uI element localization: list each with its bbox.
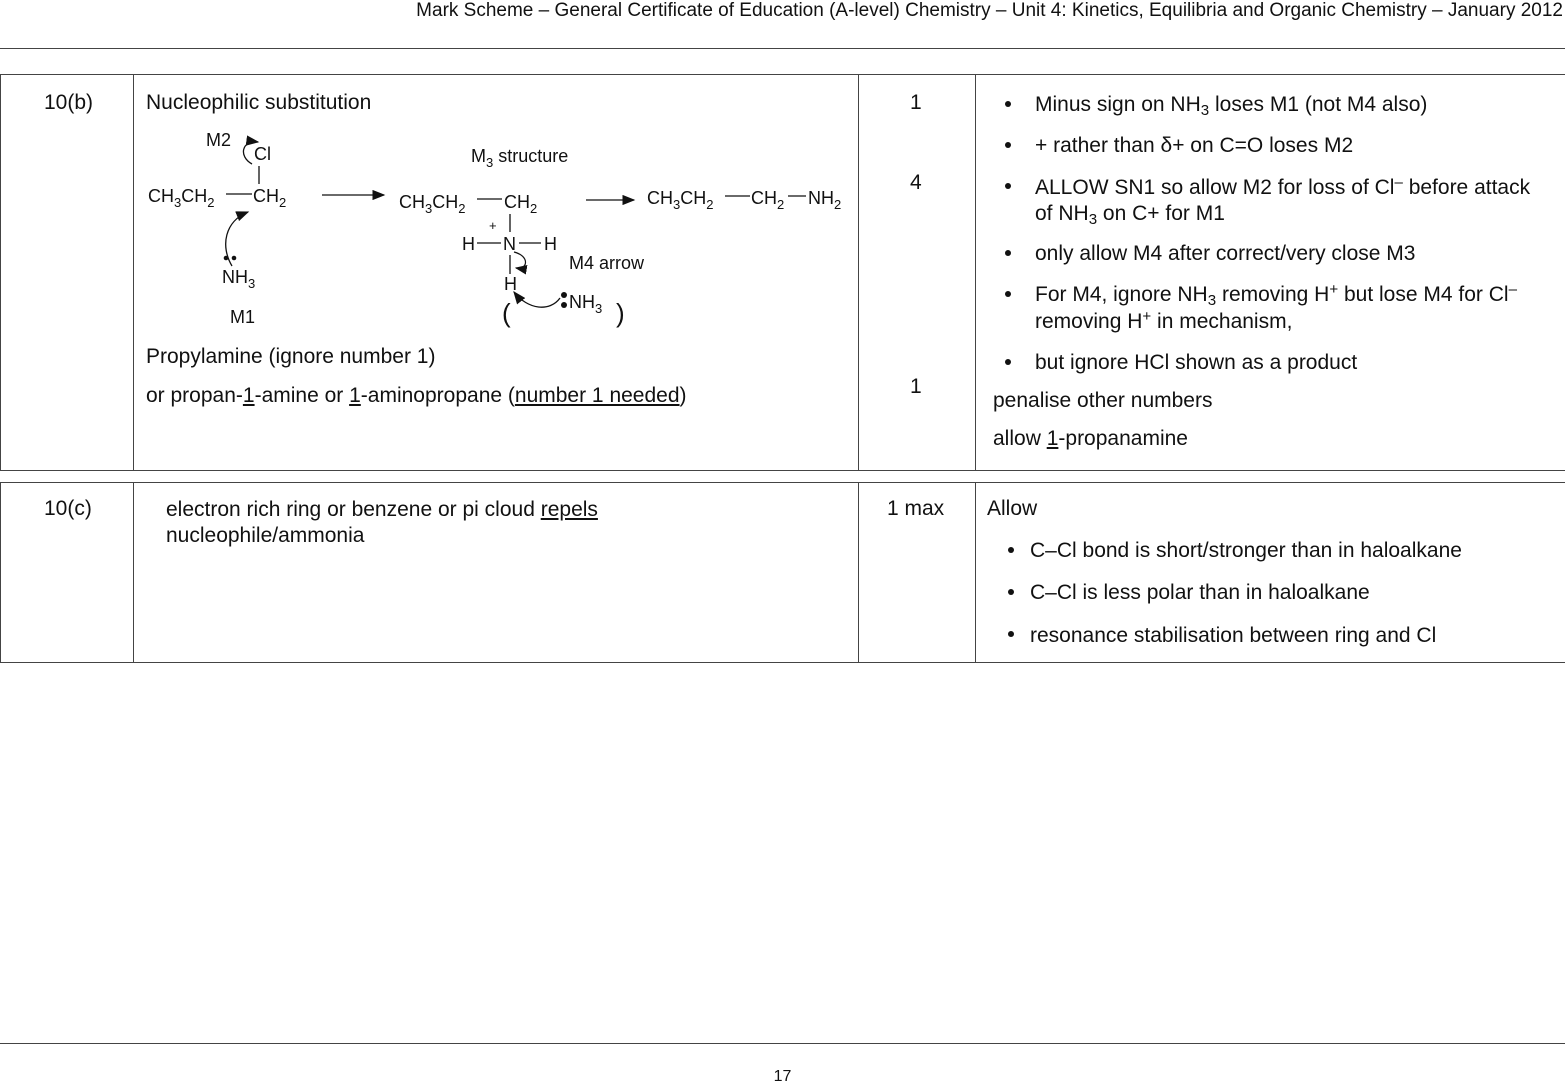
comment-item: ALLOW SN1 so allow M2 for loss of Cl– before attack of $NH_3$ on C+ for M1	[993, 175, 1553, 228]
page-number: 17	[773, 1068, 792, 1085]
question-number: 10(b)	[44, 91, 94, 114]
comment-item: Minus sign on $NH_3$ loses M1 (not M4 also)	[993, 92, 1553, 118]
reactant-ch2: $CH_2$	[253, 186, 287, 210]
m3-structure-label: $M_3$ structure	[471, 146, 569, 170]
positive-charge: +	[489, 218, 497, 233]
question-number: 10(c)	[44, 497, 92, 520]
comment-item: only allow M4 after correct/very close M3	[993, 241, 1553, 267]
reactant-ethyl: $CH_3CH_2$	[148, 186, 215, 210]
ammonia-base: $NH_3$	[569, 292, 603, 316]
m1-curly-arrow	[226, 212, 248, 266]
hydrogen-right: H	[544, 234, 557, 254]
comment-item: C–Cl bond is short/stronger than in haloalkane	[988, 538, 1548, 564]
answer-alternatives: or propan-1-amine or 1-aminopropane (number 1 needed)	[146, 384, 687, 407]
answer-title: Nucleophilic substitution	[146, 91, 372, 114]
mark-row-10c	[0, 482, 1565, 663]
comments-list	[993, 92, 1553, 453]
comments-list	[988, 538, 1548, 649]
m4-arrow-label: M4 arrow	[569, 253, 645, 273]
reaction-mechanism-diagram	[140, 126, 855, 336]
header-rule	[0, 48, 1565, 49]
intermediate-ethyl: $CH_3CH_2$	[399, 192, 466, 216]
mark-value: 1 max	[887, 497, 945, 520]
comment-allow: allow 1-propanamine	[993, 427, 1188, 451]
comment-item: C–Cl is less polar than in haloalkane	[988, 580, 1548, 606]
m2-label: M2	[206, 130, 232, 150]
comment-penalise: penalise other numbers	[993, 389, 1213, 412]
product-ethyl: $CH_3CH_2$	[647, 188, 714, 212]
ammonia-nucleophile: $NH_3$	[222, 267, 256, 291]
comment-item: but ignore HCl shown as a product	[993, 350, 1553, 376]
comment-item: + rather than δ+ on C=O loses M2	[993, 133, 1553, 159]
paren-open: (	[502, 298, 511, 328]
comment-allow-title: Allow	[987, 497, 1038, 520]
mark-2: 4	[910, 171, 922, 194]
m1-label: M1	[230, 307, 256, 327]
product-ch2: $CH_2$	[751, 188, 785, 212]
mark-3: 1	[910, 375, 922, 398]
paren-close: )	[616, 298, 625, 328]
hydrogen-left: H	[462, 234, 475, 254]
product-nh2: $NH_2$	[808, 188, 842, 212]
page-header: Mark Scheme – General Certificate of Education (A-level) Chemistry – Unit 4: Kinetics, Equilibria and Organic Chemistry – January 2012	[416, 0, 1563, 21]
footer-rule	[0, 1043, 1565, 1044]
nitrogen-atom: N	[503, 234, 516, 254]
hydrogen-bottom: H	[504, 274, 517, 294]
comment-item: resonance stabilisation between ring and Cl	[988, 623, 1548, 649]
mark-1: 1	[910, 91, 922, 114]
answer-name: Propylamine (ignore number 1)	[146, 345, 436, 368]
chlorine-atom: Cl	[254, 144, 271, 164]
answer-text: electron rich ring or benzene or pi cloud repels nucleophile/ammonia	[166, 498, 598, 548]
comment-item: For M4, ignore $NH_3$ removing H+ but lose M4 for Cl– removing H+ in mechanism,	[993, 282, 1553, 335]
intermediate-ch2: $CH_2$	[504, 192, 538, 216]
m4-curly-arrow	[514, 292, 560, 307]
mark-row-10b	[0, 74, 1565, 471]
